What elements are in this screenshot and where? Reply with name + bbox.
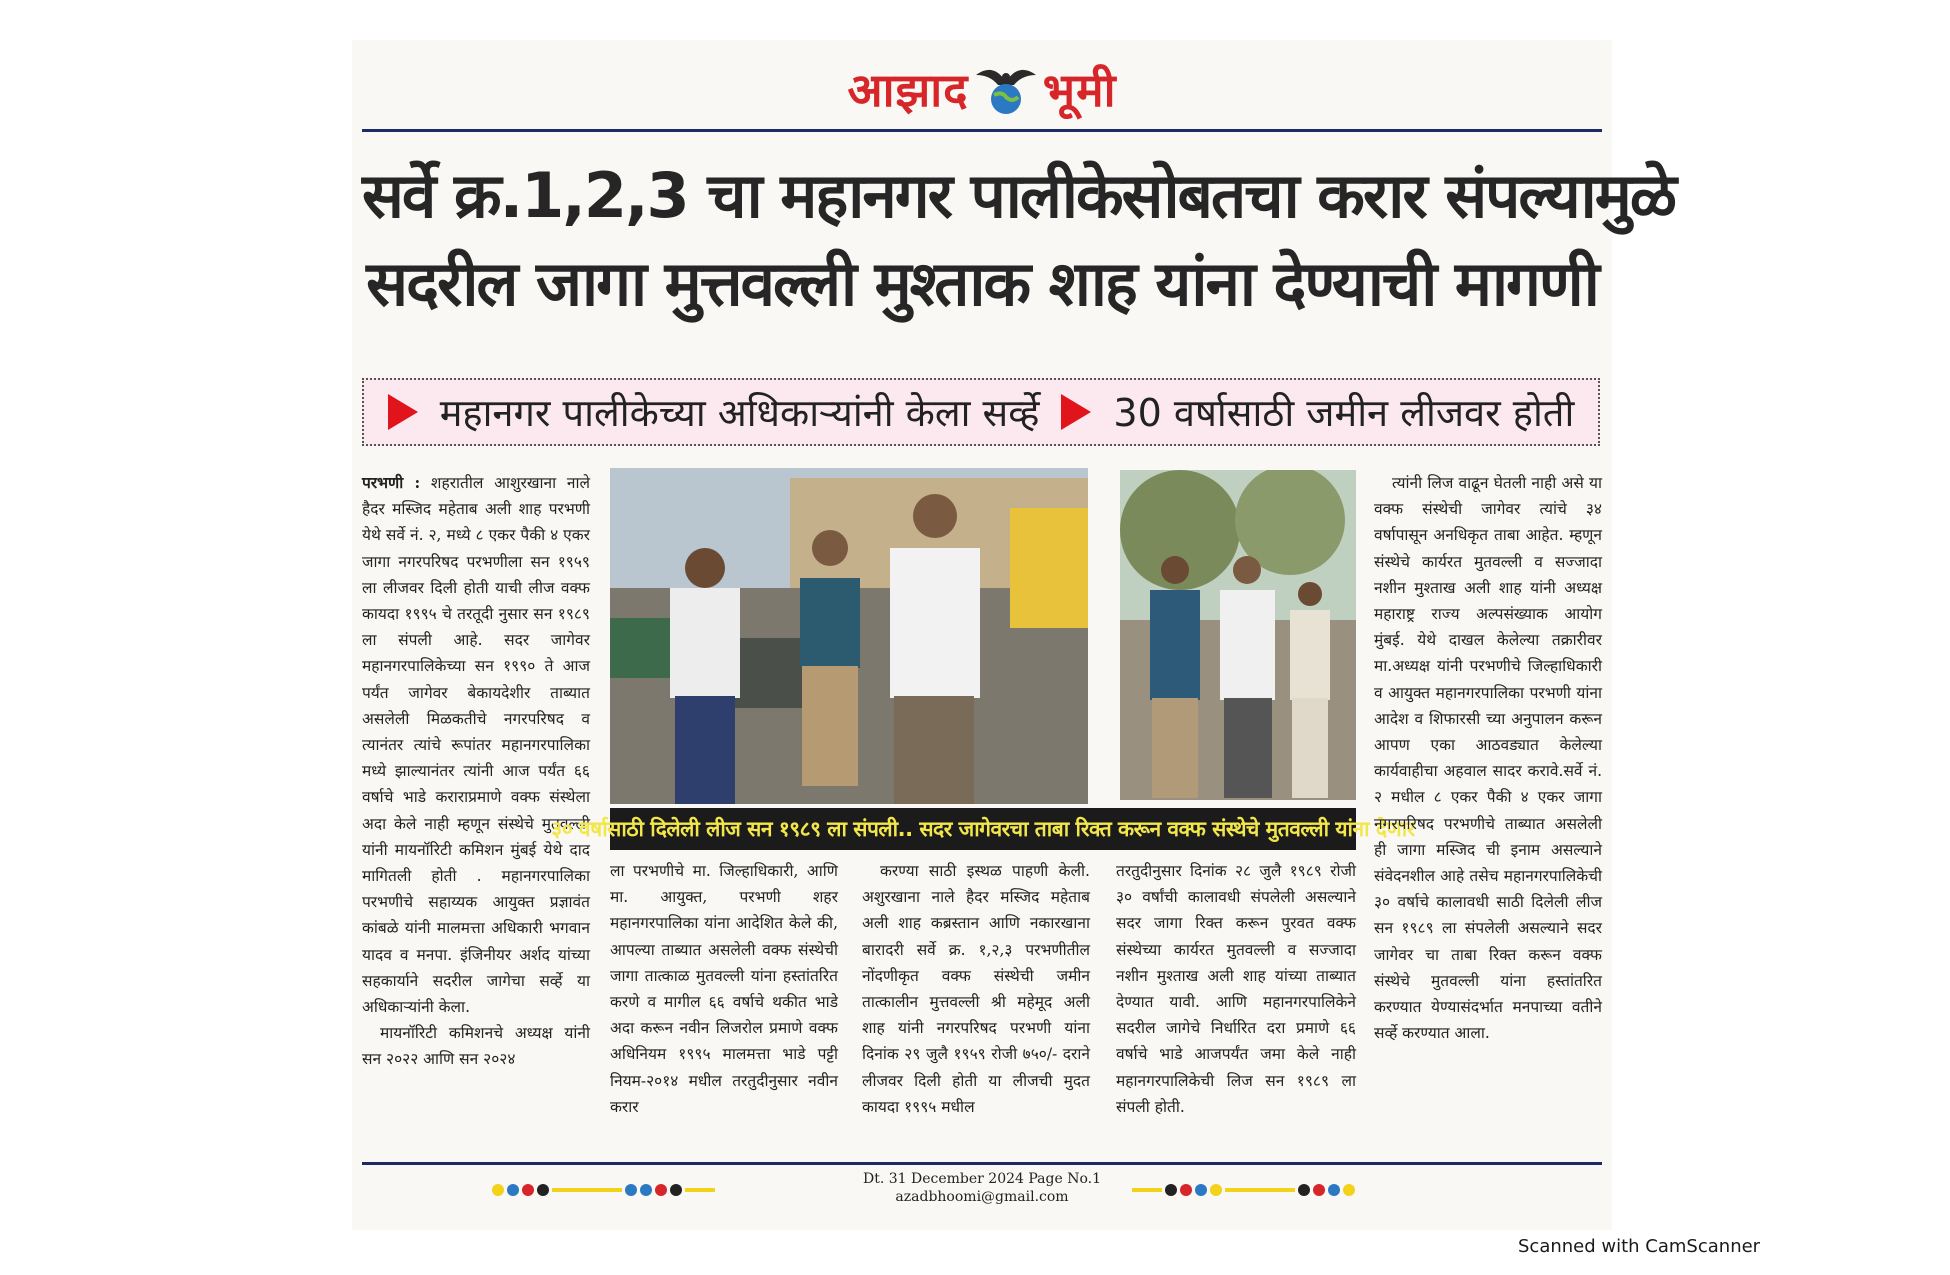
column-3-text: करण्या साठी इस्थळ पाहणी केली. अशुरखाना नाले हैदर मस्जिद महेताब अली शाह कब्रस्तान आणि नकारखाना बारादरी सर्वे क्र. १,२,३ परभणीतील नोंदणीकृत वक्फ संस्थेची जमीन तात्कालीन मुत्तवल्ली श्री महेमूद अली शाह यांनी नगरपरिषद परभणी यांना दिनांक २९ जुलै १९५९ रोजी ७५०/- दराने लीजवर दिली होती या लीजची मुदत कायदा १९९५ मधील — [862, 862, 1090, 1116]
masthead-logo-right: भूमी — [1042, 63, 1117, 117]
bottom-rule — [362, 1162, 1602, 1165]
photo-caption: ३० वर्षासाठी दिलेली लीज सन १९८९ ला संपली.. सदर जागेवरचा ताबा रिक्त करून वक्फ संस्थेचे मुतवल्ली यांना देणार — [610, 808, 1356, 850]
eagle-globe-icon — [974, 61, 1038, 117]
footer-dots-left — [492, 1182, 715, 1198]
article-column-5 — [1374, 470, 1602, 1150]
photo-officials-walking — [1120, 470, 1356, 800]
masthead — [352, 58, 1612, 122]
red-triangle-icon — [388, 394, 418, 430]
column-1-text-b: मायनॉरिटी कमिशनचे अध्यक्ष यांनी सन २०२२ आणि सन २०२४ — [362, 1024, 590, 1069]
footer-date-block — [852, 1170, 1112, 1206]
subhead-bar — [362, 378, 1600, 446]
masthead-logo-left: आझाद — [847, 63, 969, 117]
top-rule — [362, 129, 1602, 132]
article-column-2 — [610, 858, 838, 1150]
column-1-text: शहरातील आशुरखाना नाले हैदर मस्जिद महेताब अली शाह परभणी येथे सर्वे नं. २, मध्ये ८ एकर पैकी ४ एकर जागा नगरपरिषद परभणीला सन १९५९ ला लीजवर दिली होती याची लीज वक्फ कायदा १९९५ चे तरतूदी नुसार सन १९८९ ला संपली आहे. सदर जागेवर महानगरपालिकेच्या सन १९९० ते आज पर्यंत जागेवर बेकायदेशीर ताब्यात असलेली मिळकतीचे नगरपरिषद व त्यानंतर त्यांचे रूपांतर महानगरपालिका मध्ये झाल्यानंतर त्यांनी आज पर्यंत ६६ वर्षाचे भाडे कराराप्रमाणे वक्फ संस्थेला अदा केले नाही म्हणून संस्थेचे मुतवल्ली यांनी मायनॉरिटी कमिशन मुंबई येथे दाद मागितली होती . महानगरपालिका परभणीचे सहाय्यक आयुक्त प्रज्ञावंत कांबळे यांनी मालमत्ता अधिकारी भगवान यादव व मनपा. इंजिनीयर अर्शद यांच्या सहकार्याने सदरील जागेचा सर्व्हे या अधिकाऱ्यांनी केला. — [362, 474, 591, 1017]
footer-dots-right — [1132, 1182, 1355, 1198]
article-column-4 — [1116, 858, 1356, 1150]
newspaper-page — [352, 40, 1675, 1230]
footer-date-page: Dt. 31 December 2024 Page No.1 — [862, 1171, 1102, 1187]
column-4-text: तरतुदीनुसार दिनांक २८ जुलै १९८९ रोजी ३० वर्षांची कालावधी संपलेली असल्याने सदर जागा रिक्त करून पुरवत वक्फ संस्थेच्या कार्यरत मुतवल्ली व सज्जादा नशीन मुश्ताख अली शाह यांच्या ताब्यात देण्यात यावी. आणि महानगरपालिकेने सदरील जागेचे निर्धारित दरा प्रमाणे ६६ वर्षाचे भाडे आजपर्यंत जमा केले नाही महानगरपालिकेची लिज सन १९८९ ला संपली होती. — [1116, 862, 1356, 1116]
footer-email: azadbhoomi@gmail.com — [895, 1189, 1069, 1205]
article-column-1 — [362, 470, 590, 1150]
dateline: परभणी : — [362, 473, 421, 492]
camscanner-watermark: Scanned with CamScanner — [1518, 1236, 1761, 1257]
red-triangle-icon — [1061, 394, 1091, 430]
photo-officials-inspection — [610, 468, 1088, 804]
headline-line-2: सदरील जागा मुत्तवल्ली मुश्ताक शाह यांना देण्याची मागणी — [366, 247, 1598, 320]
subhead-1: महानगर पालीकेच्या अधिकाऱ्यांनी केला सर्व्हे — [439, 391, 1040, 435]
article-column-3 — [862, 858, 1090, 1150]
column-2-text: ला परभणीचे मा. जिल्हाधिकारी, आणि मा. आयुक्त, परभणी शहर महानगरपालिका यांना आदेशित केले की, आपल्या ताब्यात असलेली वक्फ संस्थेची जागा तात्काळ मुतवल्ली यांना हस्तांतरित करणे व मागील ६६ वर्षाचे थकीत भाडे अदा करून नवीन लिजरोल प्रमाणे वक्फ अधिनियम १९९५ मालमत्ता भाडे पट्टी नियम-२०१४ मधील तरतुदीनुसार नवीन करार — [610, 862, 838, 1116]
subhead-2: 30 वर्षासाठी जमीन लीजवर होती — [1113, 391, 1575, 435]
column-5-text: त्यांनी लिज वाढून घेतली नाही असे या वक्फ संस्थेची जागेवर त्यांचे ३४ वर्षापासून अनधिकृत ताबा आहेत. म्हणून संस्थेचे कार्यरत मुतवल्ली व सज्जादा नशीन मुश्ताख अली शाह यांनी अध्यक्ष महाराष्ट्र राज्य अल्पसंख्याक आयोग मुंबई. येथे दाखल केलेल्या तक्रारीवर मा.अध्यक्ष यांनी परभणीचे जिल्हाधिकारी व आयुक्त महानगरपालिका परभणी यांना आदेश व शिफारसी च्या अनुपालन करून आपण एका आठवड्यात केलेल्या कार्यवाहीचा अहवाल सादर करावे.सर्वे नं. २ मधील ८ एकर पैकी ४ एकर जागा नगरपरिषद परभणीचे ताब्यात असलेली ही जागा मस्जिद ची इनाम असल्याने संवेदनशील आहे तसेच महानगरपालिकेची ३० वर्षाचे कालावधी साठी दिलेली लीज सन १९८९ ला संपलेली असल्याने सदर जागेवर चा ताबा रिक्त करून वक्फ संस्थेचे मुतवल्ली यांना हस्तांतरित करण्यात येण्यासंदर्भात मनपाच्या वतीने सर्व्हे करण्यात आला. — [1374, 474, 1602, 1043]
headline-line-1: सर्वे क्र.1,2,3 चा महानगर पालीकेसोबतचा करार संपल्यामुळे — [362, 159, 1675, 232]
